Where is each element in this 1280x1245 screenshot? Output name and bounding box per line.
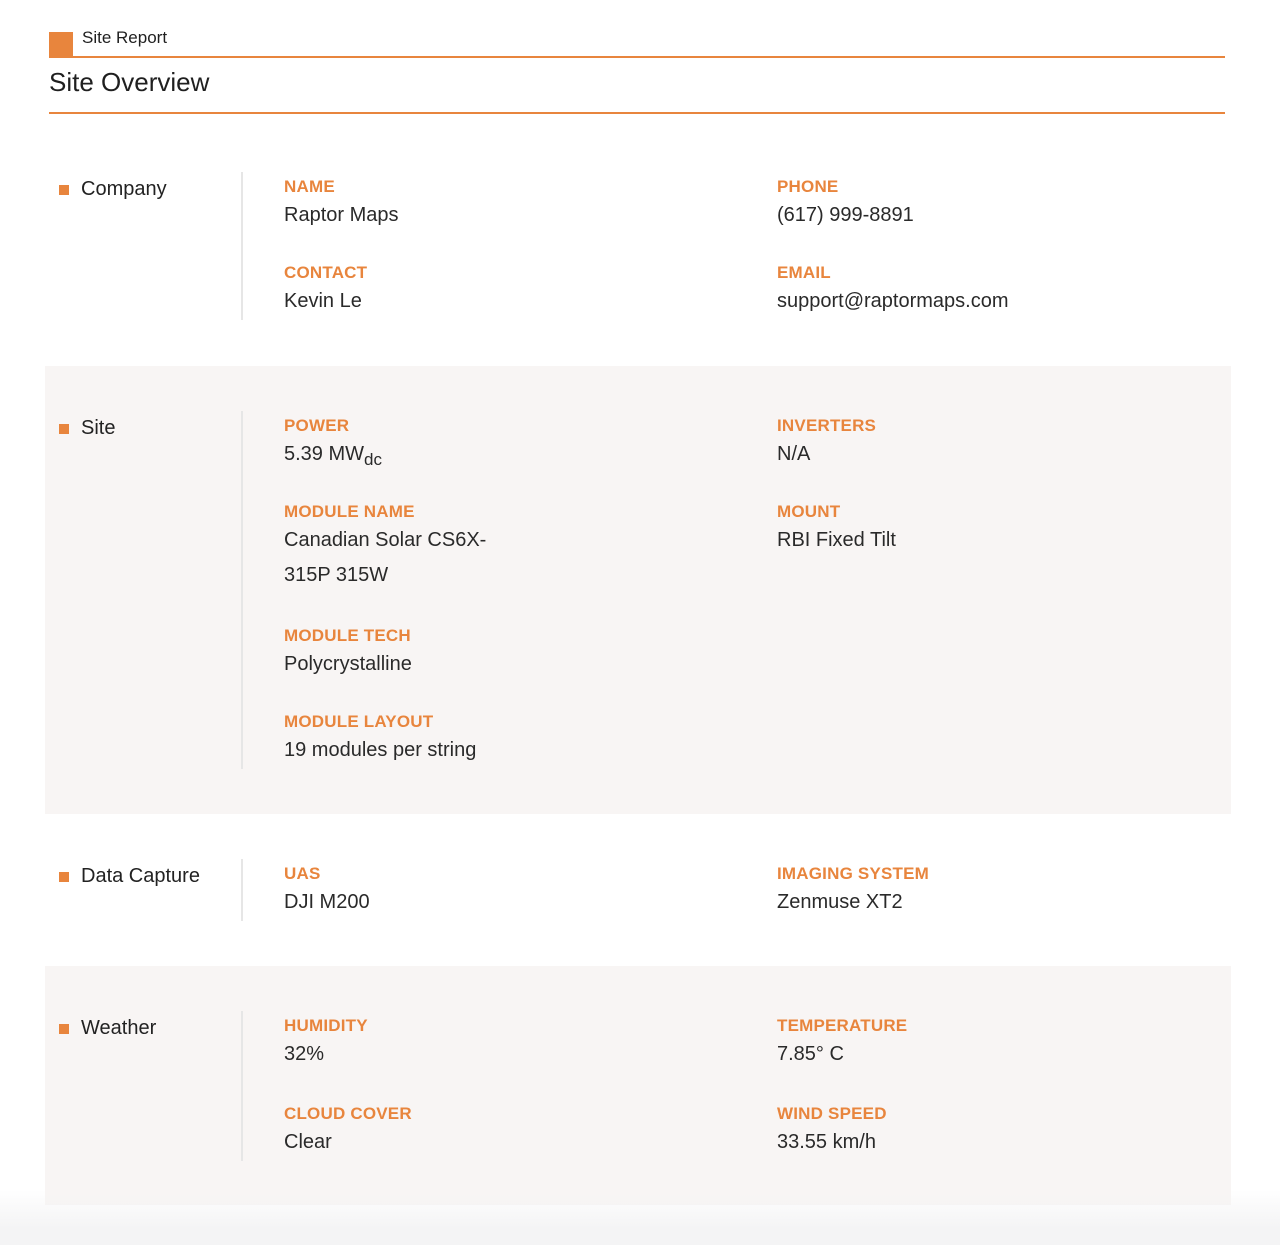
field-label: PHONE — [777, 177, 839, 196]
section-divider — [241, 1011, 243, 1161]
field-value: Zenmuse XT2 — [777, 891, 903, 913]
field-label: NAME — [284, 177, 335, 196]
company-section-heading — [59, 178, 167, 201]
site-section-title: Site — [81, 417, 116, 439]
field-label: TEMPERATURE — [777, 1016, 908, 1035]
field-value: support@raptormaps.com — [777, 290, 1009, 312]
field-label: WIND SPEED — [777, 1104, 887, 1123]
company-email-field — [777, 263, 1077, 319]
company-phone-field — [777, 177, 1077, 233]
field-value: (617) 999-8891 — [777, 204, 914, 226]
weather-temperature-field — [777, 1016, 1077, 1072]
power-unit-subscript: dc — [364, 450, 382, 469]
field-label: CONTACT — [284, 263, 368, 282]
field-value: 7.85° C — [777, 1043, 844, 1065]
weather-section-title: Weather — [81, 1017, 157, 1039]
report-topbar — [49, 26, 1225, 58]
report-label: Site Report — [82, 28, 168, 47]
site-power-field — [284, 416, 584, 472]
weather-wind-speed-field — [777, 1104, 1077, 1160]
field-label: INVERTERS — [777, 416, 877, 435]
site-mount-field — [777, 502, 1077, 558]
field-value: Kevin Le — [284, 290, 362, 312]
company-section-title: Company — [81, 178, 167, 200]
company-name-field — [284, 177, 584, 233]
weather-cloud-cover-field — [284, 1104, 584, 1160]
field-value: DJI M200 — [284, 891, 370, 913]
data-capture-section — [45, 814, 1231, 966]
site-module-tech-field — [284, 626, 584, 682]
site-section-heading — [59, 417, 115, 440]
square-bullet-icon — [59, 185, 69, 195]
field-value: 33.55 km/h — [777, 1131, 876, 1153]
company-section — [45, 128, 1231, 366]
field-label: MODULE NAME — [284, 502, 415, 521]
field-label: POWER — [284, 416, 350, 435]
field-value: Polycrystalline — [284, 653, 412, 675]
field-value-line-2: 315P 315W — [284, 564, 389, 586]
page-title-bar — [49, 57, 1225, 114]
square-bullet-icon — [59, 424, 69, 434]
field-value — [284, 437, 584, 472]
company-contact-field — [284, 263, 584, 319]
weather-humidity-field — [284, 1016, 584, 1072]
field-label: MODULE LAYOUT — [284, 712, 434, 731]
field-value-line-1: Canadian Solar CS6X- — [284, 529, 487, 551]
field-label: CLOUD COVER — [284, 1104, 412, 1123]
field-value: 19 modules per string — [284, 739, 477, 761]
weather-section-heading — [59, 1017, 156, 1040]
data-capture-section-title: Data Capture — [81, 865, 200, 887]
site-section — [45, 366, 1231, 814]
field-value: RBI Fixed Tilt — [777, 529, 896, 551]
square-bullet-icon — [59, 872, 69, 882]
site-module-layout-field — [284, 712, 584, 768]
field-value: Raptor Maps — [284, 204, 399, 226]
bottom-fade-overlay — [0, 1190, 1280, 1245]
page-title: Site Overview — [49, 67, 210, 97]
field-label: IMAGING SYSTEM — [777, 864, 930, 883]
data-capture-imaging-field — [777, 864, 1077, 920]
power-value: 5.39 MW — [284, 443, 365, 465]
data-capture-uas-field — [284, 864, 584, 920]
site-inverters-field — [777, 416, 1077, 472]
data-capture-section-heading — [59, 865, 200, 888]
section-divider — [241, 859, 243, 921]
weather-section — [45, 966, 1231, 1205]
field-value: 32% — [284, 1043, 325, 1065]
square-bullet-icon — [59, 1024, 69, 1034]
field-value: N/A — [777, 443, 811, 465]
field-label: MOUNT — [777, 502, 841, 521]
field-label: HUMIDITY — [284, 1016, 368, 1035]
section-divider — [241, 411, 243, 769]
field-label: MODULE TECH — [284, 626, 411, 645]
section-divider — [241, 172, 243, 320]
report-tag-marker — [49, 32, 73, 56]
field-label: UAS — [284, 864, 321, 883]
field-label: EMAIL — [777, 263, 831, 282]
field-value: Clear — [284, 1131, 332, 1153]
site-module-name-field — [284, 502, 584, 593]
